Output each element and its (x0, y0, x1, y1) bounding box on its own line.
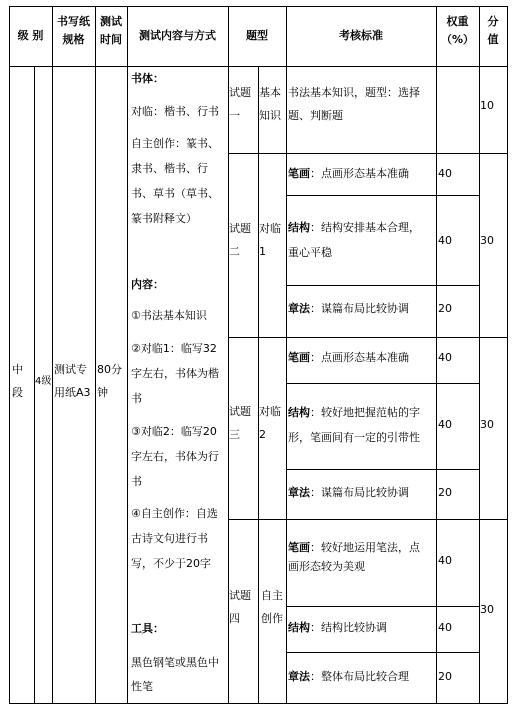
time-line: 80分 (97, 363, 122, 376)
criteria-desc: ：整体布局比较合理 (310, 670, 409, 683)
criteria-desc: ：较好地把握范帖的字 (310, 406, 420, 419)
criteria-text (288, 406, 420, 444)
paper-line: 测试专 (54, 363, 87, 376)
criteria-text-line: 画形态较为美观 (288, 560, 365, 573)
test-name-line: 二 (229, 245, 240, 258)
criteria-label: 章法 (288, 302, 310, 315)
header-test-time (95, 15, 127, 47)
grid-line (9, 6, 507, 7)
weight-value: 20 (438, 486, 452, 499)
test-type-line: 创作 (261, 612, 283, 625)
criteria-desc: ：点画形态基本准确 (310, 167, 409, 180)
content-item-line: ③对临2：临写20 (131, 425, 217, 438)
weight-value: 40 (438, 351, 452, 364)
weight-value: 40 (438, 554, 452, 567)
grid-line (436, 6, 437, 704)
test-name-line: 试题 (229, 405, 251, 418)
content-item-line: 写，不少于20字 (131, 557, 211, 570)
criteria-text (288, 621, 387, 634)
test-type-line: 对临 (259, 222, 281, 235)
criteria-text-line: 重心平稳 (288, 246, 332, 259)
level-main-line: 段 (12, 386, 23, 399)
grid-line (258, 66, 259, 704)
test-type-line: 基本 (259, 86, 281, 99)
time-cell (97, 363, 122, 399)
criteria-label: 章法 (288, 670, 310, 683)
criteria-text (288, 167, 409, 180)
criteria-text (288, 86, 420, 122)
grid-line (95, 6, 96, 704)
test-type-line: 2 (259, 428, 266, 441)
test-name-line: 试题 (229, 589, 251, 602)
content-item-line: 字左右，书体为行 (131, 450, 219, 463)
header-weight (436, 15, 479, 47)
grid-line (286, 285, 479, 286)
content-item-line: 书 (131, 392, 142, 405)
header-paper-spec (52, 15, 95, 47)
criteria-desc: ：谋篇布局比较协调 (310, 486, 409, 499)
grid-line (286, 652, 479, 653)
score-value: 30 (480, 603, 494, 616)
grid-line (228, 153, 507, 154)
criteria-label: 笔画 (288, 541, 310, 554)
criteria-desc: ：较好地运用笔法，点 (310, 541, 420, 554)
test-type-line: 自主 (261, 589, 283, 602)
content-item-line: 书 (131, 475, 142, 488)
paper-line: 用纸A3 (54, 386, 91, 399)
criteria-label: 章法 (288, 486, 310, 499)
header-question-type: 题型 (246, 29, 268, 42)
grid-line (9, 6, 10, 704)
test-name-line: 一 (229, 109, 240, 122)
test-name (229, 589, 251, 625)
test-name (229, 86, 251, 122)
weight-value: 40 (438, 234, 452, 247)
criteria-label: 结构 (288, 221, 310, 234)
header-score-line: 分 (487, 15, 499, 28)
header-test-time-line: 时间 (100, 33, 122, 46)
test-name-line: 试题 (229, 86, 251, 99)
score-value: 30 (480, 234, 494, 247)
content-section-title: 内容： (131, 278, 164, 291)
content-tools-line: 黑色钢笔或黑色中 (131, 656, 219, 669)
header-criteria: 考核标准 (339, 29, 383, 42)
content-style-line: 对临：楷书、行书 (131, 105, 219, 118)
score-value: 10 (480, 99, 494, 112)
content-style-title: 书体： (131, 72, 164, 85)
content-style-line: 隶书、楷书、行 (131, 162, 208, 175)
test-type (259, 405, 281, 441)
grid-line (286, 383, 479, 384)
grid-line (228, 337, 507, 338)
grid-line (286, 195, 479, 196)
test-type-line: 知识 (259, 109, 281, 122)
content-tools-line: 性笔 (131, 680, 153, 693)
criteria-text (288, 541, 420, 573)
level-sub-cell: 4级 (35, 376, 52, 387)
level-main-cell (12, 363, 23, 399)
header-level: 级 别 (17, 29, 44, 42)
criteria-desc: ：结构比较协调 (310, 621, 387, 634)
grid-line (286, 606, 479, 607)
content-style-line: 书、草书（草书、 (131, 187, 219, 200)
test-name-line: 三 (229, 428, 240, 441)
score-value: 30 (480, 418, 494, 431)
criteria-text (288, 351, 409, 364)
test-name-line: 四 (229, 612, 240, 625)
weight-value: 40 (438, 621, 452, 634)
test-type-line: 对临 (259, 405, 281, 418)
grid-line (228, 519, 507, 520)
content-item-line: ④自主创作：自选 (131, 507, 218, 520)
test-type (261, 589, 283, 625)
header-content: 测试内容与方式 (139, 29, 216, 42)
test-name-line: 试题 (229, 222, 251, 235)
header-score-line: 值 (487, 33, 499, 46)
weight-value: 20 (438, 670, 452, 683)
content-style-line: 篆书附释文） (131, 212, 197, 225)
grid-line (52, 6, 53, 704)
test-name (229, 405, 251, 441)
weight-value: 20 (438, 302, 452, 315)
grid-line (507, 6, 508, 704)
criteria-text (288, 302, 409, 315)
header-weight-line: 权重 (446, 15, 469, 28)
header-paper-spec-line: 书写纸 (57, 15, 90, 28)
header-score (479, 15, 507, 47)
test-type (259, 86, 281, 122)
level-main-line: 中 (12, 363, 23, 376)
criteria-desc: ：点画形态基本准确 (310, 351, 409, 364)
content-item-line: ①书法基本知识 (131, 309, 207, 322)
criteria-label: 结构 (288, 621, 310, 634)
criteria-desc: ：结构安排基本合理， (310, 221, 420, 234)
criteria-text (288, 486, 409, 499)
criteria-label: 笔画 (288, 351, 310, 364)
header-paper-spec-line: 规格 (62, 33, 85, 46)
content-tools-title: 工具： (131, 622, 164, 635)
criteria-label: 结构 (288, 406, 310, 419)
criteria-text-line: 书法基本知识，题型：选择 (288, 86, 420, 99)
content-style-line: 自主创作：篆书、 (131, 137, 219, 150)
test-type-line: 1 (259, 245, 266, 258)
paper-cell (54, 363, 91, 399)
content-item-line: 古诗文句进行书 (131, 532, 208, 545)
grid-line (286, 6, 287, 704)
test-type (259, 222, 281, 258)
test-name (229, 222, 251, 258)
content-item-line: ②对临1：临写32 (131, 342, 217, 355)
criteria-desc: ：谋篇布局比较协调 (310, 302, 409, 315)
time-line: 钟 (97, 386, 108, 399)
grid-line (286, 469, 479, 470)
criteria-label: 笔画 (288, 167, 310, 180)
criteria-text-line: 题、判断题 (288, 109, 343, 122)
weight-value: 40 (438, 418, 452, 431)
header-weight-line: （%） (440, 33, 475, 46)
criteria-text (288, 670, 409, 683)
grid-line (127, 6, 128, 704)
header-test-time-line: 测试 (100, 15, 122, 28)
criteria-text (288, 221, 420, 259)
criteria-text-line: 形，笔画间有一定的引带性 (288, 431, 420, 444)
content-item-line: 字左右，书体为楷 (131, 367, 219, 380)
weight-value: 40 (438, 167, 452, 180)
